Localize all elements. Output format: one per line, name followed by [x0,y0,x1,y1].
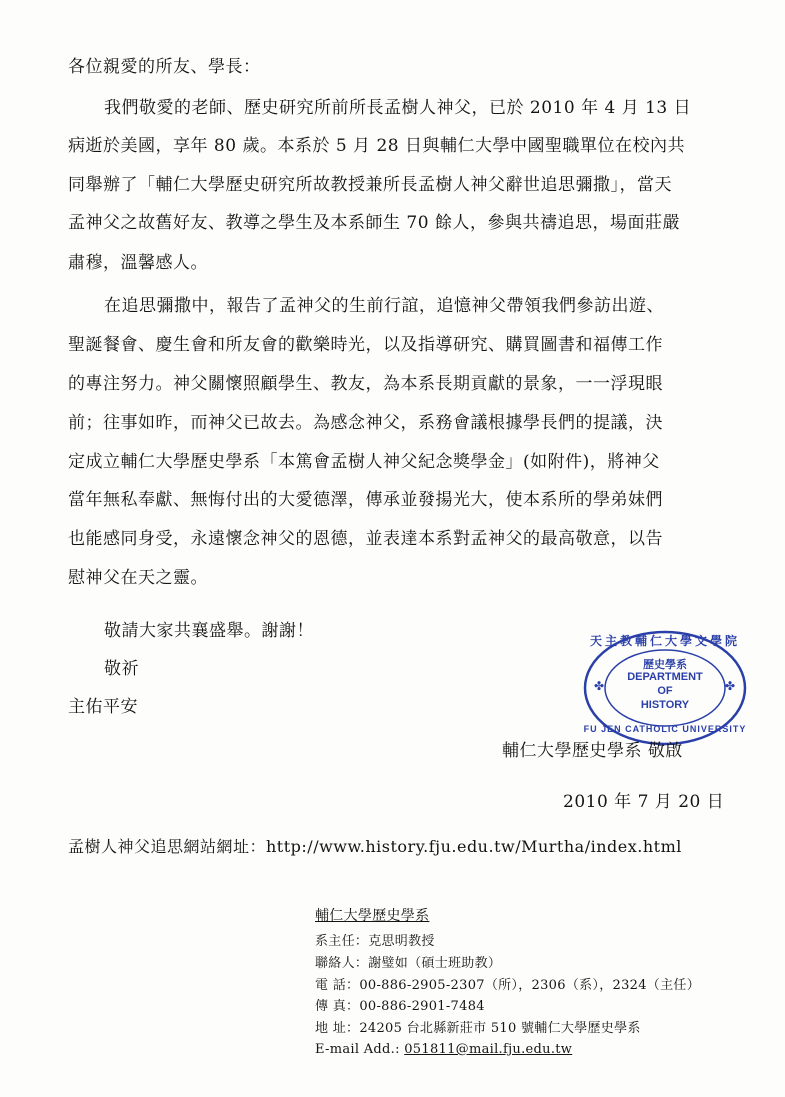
paragraph1-line3: 同舉辦了「輔仁大學歷史研究所故教授兼所長孟樹人神父辭世追思彌撒」，當天 [68,175,672,195]
paragraph2-line6: 當年無私奉獻、無悔付出的大愛德澤，傳承並發揚光大，使本系所的學弟妹們 [68,490,663,510]
paragraph1-line2: 病逝於美國，享年 80 歲。本系於 5 月 28 日與輔仁大學中國聖職單位在校內共 [68,136,686,156]
paragraph2-line5: 定成立輔仁大學歷史學系「本篤會孟樹人神父紀念獎學金」(如附件)，將神父 [68,452,660,472]
paragraph1-line4: 孟神父之故舊好友、教導之學生及本系師生 70 餘人，參與共禱追思，場面莊嚴 [68,213,680,233]
footer-phone: 電 話：00-886-2905-2307（所），2306（系），2324（主任） [315,978,701,993]
sender-signature: 輔仁大學歷史學系 敬啟 [502,741,683,761]
paragraph2-line3: 的專注努力。神父關懷照顧學生、教友，為本系長期貢獻的景象，一一浮現眼 [68,374,663,394]
svg-text:✤: ✤ [725,679,736,693]
salutation-line1: 敬祈 [104,659,139,679]
department-seal [582,628,748,748]
memorial-website[interactable]: 孟樹人神父追思網站網址：http://www.history.fju.edu.tw/Murtha/index.html [68,837,682,856]
salutation-line2: 主佑平安 [68,697,138,717]
seal-bottom-arc: FU JEN CATHOLIC UNIVERSITY [583,724,747,734]
seal-center-en-1: DEPARTMENT [627,671,703,683]
paragraph2-line7: 也能感同身受，永遠懷念神父的恩德，並表達本系對孟神父的最高敬意，以告 [68,529,663,549]
greeting: 各位親愛的所友、學長： [68,57,261,77]
footer-fax: 傳 真：00-886-2901-7484 [315,999,485,1014]
letter-date: 2010 年 7 月 20 日 [563,792,725,812]
paragraph2-line1: 在追思彌撒中，報告了孟神父的生前行誼，追憶神父帶領我們參訪出遊、 [104,296,664,316]
paragraph2-line8: 慰神父在天之靈。 [68,568,208,588]
footer-address: 地 址：24205 台北縣新莊市 510 號輔仁大學歷史學系 [315,1021,641,1036]
seal-top-arc: 天主教輔仁大學文學院 [589,634,740,648]
footer-chair: 系主任：克思明教授 [315,934,435,949]
footer-email-link[interactable]: 051811@mail.fju.edu.tw [404,1042,573,1057]
footer-email-row [315,1042,572,1058]
seal-center-cn: 歷史學系 [643,659,687,671]
paragraph2-line4: 前；往事如昨，而神父已故去。為感念神父，系務會議根據學長們的提議，決 [68,413,663,433]
paragraph1-line1: 我們敬愛的老師、歷史研究所前所長孟樹人神父，已於 2010 年 4 月 13 日 [104,98,692,118]
footer-title: 輔仁大學歷史學系 [315,908,430,924]
seal-center-en-2: OF [657,685,673,697]
svg-text:✤: ✤ [594,679,605,693]
closing-request: 敬請大家共襄盛舉。謝謝！ [104,621,314,641]
footer-contact: 聯絡人：謝璧如（碩士班助教） [315,956,502,971]
footer-email-label: E-mail Add.: [315,1042,405,1057]
paragraph2-line2: 聖誕餐會、慶生會和所友會的歡樂時光，以及指導研究、購買圖書和福傳工作 [68,335,663,355]
seal-center-en-3: HISTORY [640,699,690,711]
paragraph1-line5: 肅穆，溫馨感人。 [68,253,208,273]
